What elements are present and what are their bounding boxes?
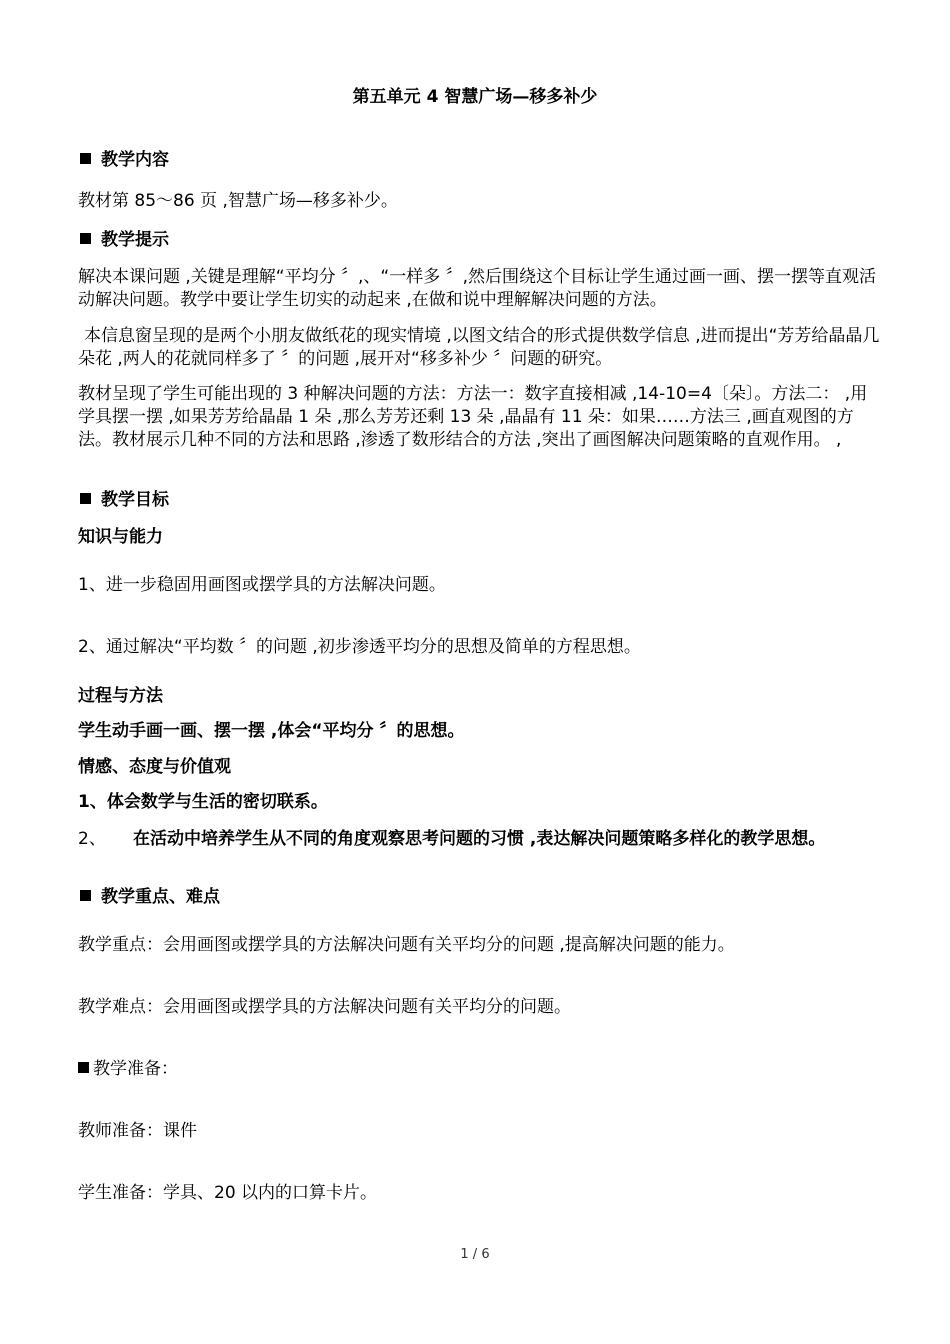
student-preparation: 学生准备：学具、20 以内的口算卡片。	[78, 1183, 378, 1203]
hint-paragraph-3: 教材呈现了学生可能出现的 3 种解决问题的方法：方法一：数字直接相减 ,14-10=4〔朵〕。方法二： ,用学具摆一摆 ,如果芳芳给晶晶 1 朵 ,那么芳芳还剩 13 朵 ,晶晶有 11 朵：如果……方法三 ,画直观图的方法。教材展示几种不同的方法和思路 ,渗透了数形结合的方法 ,突出了画图解决问题策略的直观作用。 ,	[78, 384, 868, 450]
knowledge-item-1: 1、进一步稳固用画图或摆学具的方法解决问题。	[78, 575, 446, 595]
page-number: 1 / 6	[460, 1247, 490, 1262]
square-bullet-icon	[80, 890, 91, 901]
content-text: 教材第 85～86 页 ,智慧广场—移多补少。	[78, 191, 398, 211]
knowledge-item-2: 2、通过解决“平均数 〞的问题 ,初步渗透平均分的思想及简单的方程思想。	[78, 637, 641, 657]
subheading-knowledge: 知识与能力	[78, 527, 163, 547]
document-title: 第五单元 4 智慧广场—移多补少	[352, 87, 598, 107]
square-bullet-icon	[80, 493, 91, 504]
section-heading-goals: 教学目标	[80, 489, 885, 512]
difficult-point: 教学难点：会用画图或摆学具的方法解决问题有关平均分的问题。	[78, 997, 571, 1017]
square-bullet-icon	[80, 153, 91, 164]
hint-paragraph-1: 解决本课问题 ,关键是理解“平均分 〞,、“一样多 〞,然后围绕这个目标让学生通过画一画、摆一摆等直观活动解决问题。教学中要让学生切实的动起来 ,在做和说中理解解决问题的方法。	[78, 267, 877, 310]
subheading-process: 过程与方法	[78, 686, 163, 706]
subheading-emotion: 情感、态度与价值观	[78, 757, 231, 777]
emotion-item-2: 2、 在活动中培养学生从不同的角度观察思考问题的习惯 ,表达解决问题策略多样化的教学思想。	[78, 829, 826, 849]
emotion-item-1: 1、体会数学与生活的密切联系。	[78, 792, 328, 812]
process-text: 学生动手画一画、摆一摆 ,体会“平均分 〞的思想。	[78, 721, 465, 741]
section-heading-key-points: 教学重点、难点	[80, 886, 885, 909]
square-bullet-icon	[80, 233, 91, 244]
section-heading-hint: 教学提示	[80, 229, 885, 252]
hint-paragraph-2: 本信息窗呈现的是两个小朋友做纸花的现实情境 ,以图文结合的形式提供数学信息 ,进而提出“芳芳给晶晶几朵花 ,两人的花就同样多了 〞的问题 ,展开对“移多补少 〞问题的研究。	[78, 326, 880, 369]
key-point: 教学重点：会用画图或摆学具的方法解决问题有关平均分的问题 ,提高解决问题的能力。	[78, 935, 735, 955]
section-heading-preparation: 教学准备：	[78, 1058, 883, 1081]
teacher-preparation: 教师准备：课件	[78, 1121, 197, 1141]
square-bullet-icon	[78, 1062, 89, 1073]
section-heading-content: 教学内容	[80, 149, 885, 172]
